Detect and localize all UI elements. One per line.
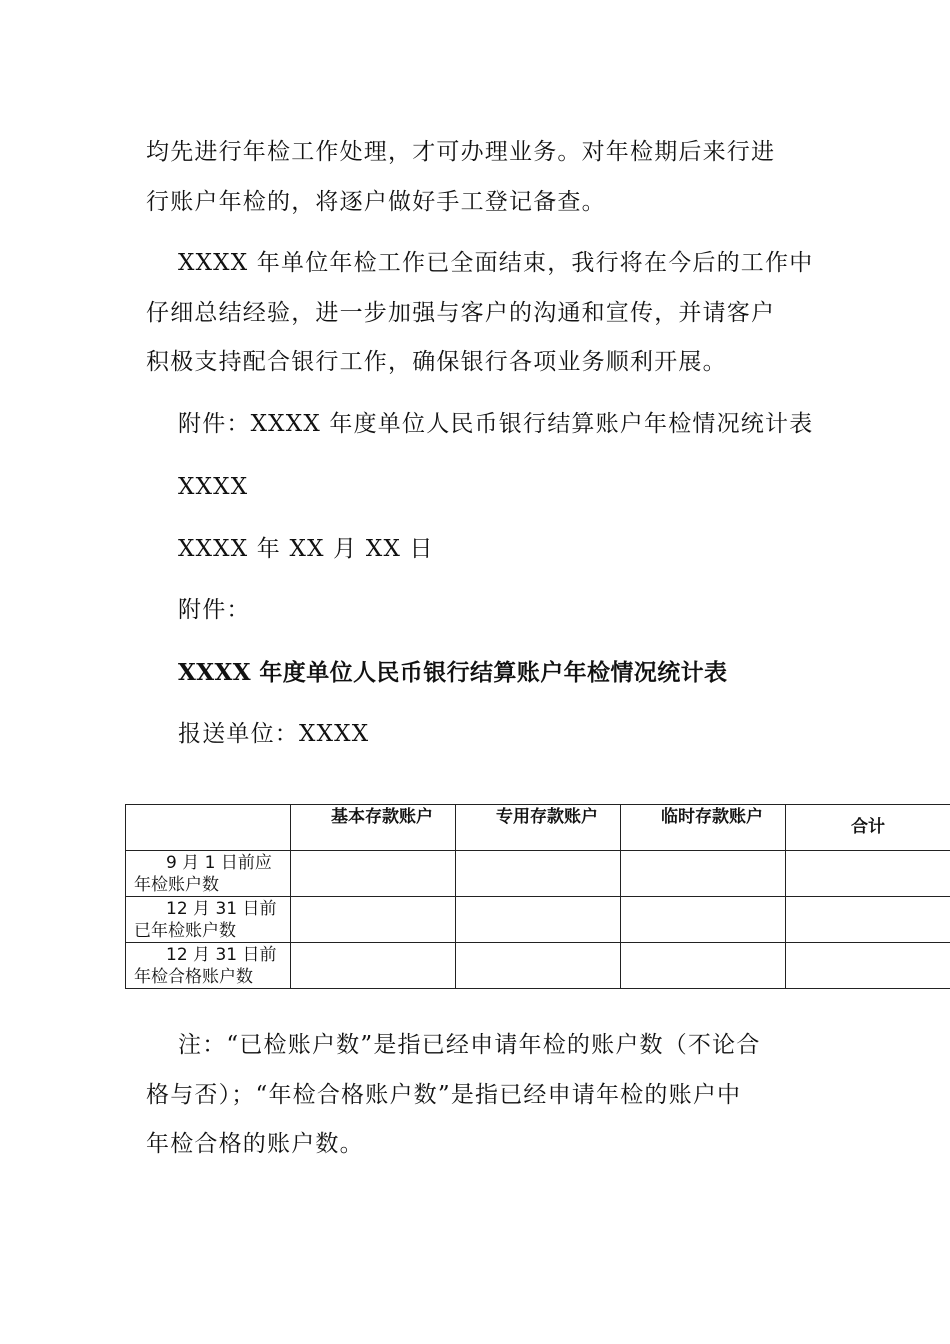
table-row bbox=[126, 897, 950, 943]
attachment-label: 附件： bbox=[178, 597, 251, 623]
column-header-total: 合计 bbox=[786, 805, 950, 851]
signer: XXXX bbox=[178, 474, 249, 500]
table-cell bbox=[786, 897, 950, 943]
table-row bbox=[126, 851, 950, 897]
note-line-3: 年检合格的账户数。 bbox=[146, 1131, 364, 1157]
column-header-temporary: 临时存款账户 bbox=[621, 805, 786, 851]
table-header-row bbox=[126, 805, 950, 851]
paragraph-1-line-2: 行账户年检的，将逐户做好手工登记备查。 bbox=[146, 189, 606, 215]
note-line-2: 格与否）；“年检合格账户数”是指已经申请年检的账户中 bbox=[146, 1082, 742, 1108]
attachment-reference: 附件：XXXX 年度单位人民币银行结算账户年检情况统计表 bbox=[178, 411, 814, 437]
row-label-cell: 12 月 31 日前年检合格账户数 bbox=[126, 943, 291, 989]
table-cell bbox=[291, 943, 456, 989]
reporting-unit: 报送单位：XXXX bbox=[178, 721, 370, 747]
document-date: XXXX 年 XX 月 XX 日 bbox=[178, 536, 434, 562]
table-corner-cell bbox=[126, 805, 291, 851]
note-line-1: 注：“已检账户数”是指已经申请年检的账户数（不论合 bbox=[178, 1032, 761, 1058]
table-cell bbox=[786, 943, 950, 989]
table-cell bbox=[456, 943, 621, 989]
table-cell bbox=[291, 897, 456, 943]
table-row bbox=[126, 943, 950, 989]
stats-table bbox=[125, 804, 950, 989]
table-cell bbox=[786, 851, 950, 897]
column-header-special: 专用存款账户 bbox=[456, 805, 621, 851]
column-header-basic: 基本存款账户 bbox=[291, 805, 456, 851]
table-cell bbox=[456, 851, 621, 897]
paragraph-2-line-1: XXXX 年单位年检工作已全面结束，我行将在今后的工作中 bbox=[178, 250, 814, 276]
row-label-cell: 12 月 31 日前已年检账户数 bbox=[126, 897, 291, 943]
table-cell bbox=[456, 897, 621, 943]
table-cell bbox=[621, 897, 786, 943]
table-title: XXXX 年度单位人民币银行结算账户年检情况统计表 bbox=[178, 659, 728, 686]
table-cell bbox=[291, 851, 456, 897]
table-cell bbox=[621, 943, 786, 989]
paragraph-2-line-2: 仔细总结经验，进一步加强与客户的沟通和宣传，并请客户 bbox=[146, 300, 776, 326]
table-cell bbox=[621, 851, 786, 897]
paragraph-1-line-1: 均先进行年检工作处理，才可办理业务。对年检期后来行进 bbox=[146, 139, 776, 165]
row-label-cell: 9 月 1 日前应年检账户数 bbox=[126, 851, 291, 897]
paragraph-2-line-3: 积极支持配合银行工作，确保银行各项业务顺利开展。 bbox=[146, 349, 727, 375]
